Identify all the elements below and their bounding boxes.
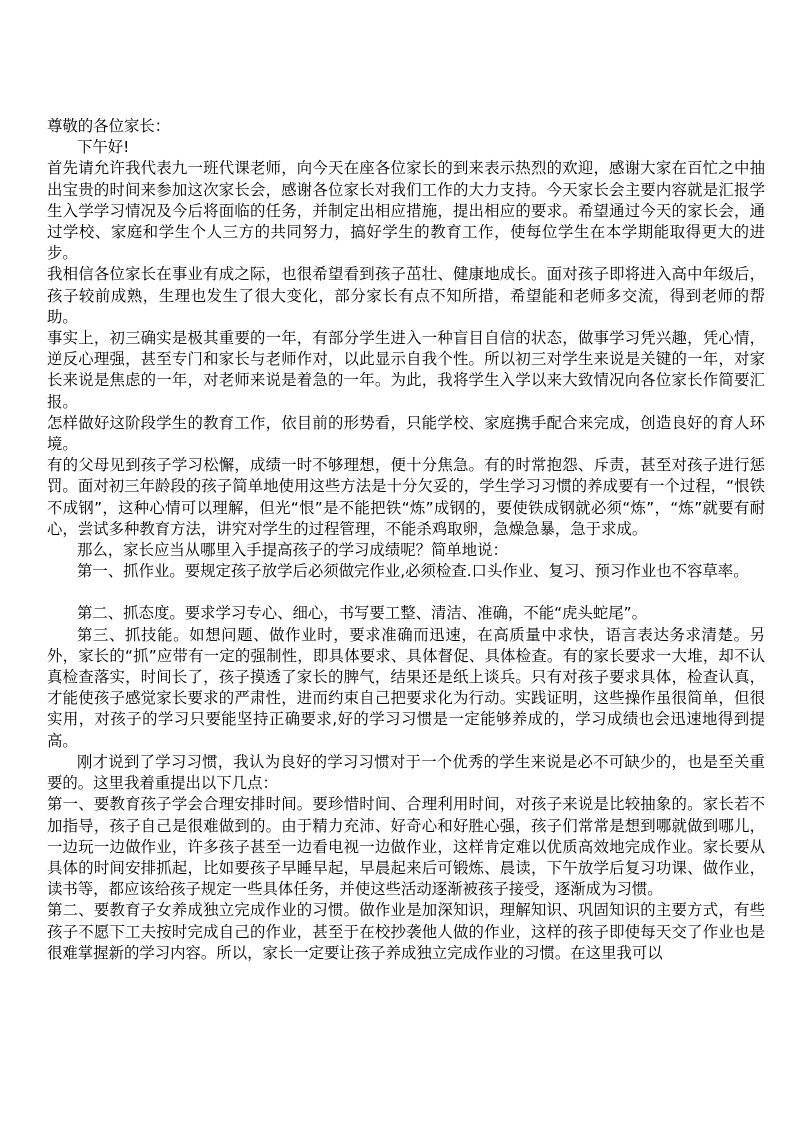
paragraph-growth: 我相信各位家长在事业有成之际，也很希望看到孩子茁壮、健康地成长。面对孩子即将进入高中年级后，孩子较前成熟，生理也发生了很大变化，部分家长有点不知所措，希望能和老师多交流，得到老师的帮助。 xyxy=(47,265,765,326)
paragraph-grade-three: 事实上，初三确实是极其重要的一年，有部分学生进入一种盲目自信的状态，做事学习凭兴趣，凭心情，逆反心理强，甚至专门和家长与老师作对，以此显示自我个性。所以初三对学生来说是关键的一年，对家长来说是焦虑的一年，对老师来说是着急的一年。为此，我将学生入学以来大致情况向各位家长作简要汇报。 xyxy=(47,329,765,411)
paragraph-habit-time: 第一、要教育孩子学会合理安排时间。要珍惜时间、合理利用时间，对孩子来说是比较抽象的。家长若不加指导，孩子自己是很难做到的。由于精力充沛、好奇心和好胜心强，孩子们常常是想到哪就做到哪儿，一边玩一边做作业，许多孩子甚至一边看电视一边做作业，这样肯定难以优质高效地完成作业。家长要从具体的时间安排抓起，比如要孩子早睡早起，早晨起来后可锻炼、晨读，下午放学后复习功课、做作业，读书等，都应该给孩子规定一些具体任务，并使这些活动逐渐被孩子接受，逐渐成为习惯。 xyxy=(47,795,765,899)
blank-line xyxy=(47,582,765,603)
paragraph-question: 那么，家长应当从哪里入手提高孩子的学习成绩呢？简单地说： xyxy=(77,541,508,560)
paragraph-intro: 首先请允许我代表九一班代课老师，向今天在座各位家长的到来表示热烈的欢迎，感谢大家在百忙之中抽出宝贵的时间来参加这次家长会，感谢各位家长对我们工作的大力支持。今天家长会主要内容就是汇报学生入学学习情况及今后将面临的任务，并制定出相应措施，提出相应的要求。希望通过今天的家长会，通过学校、家庭和学生个人三方的共同努力，搞好学生的教育工作，使每位学生在本学期能取得更大的进步。 xyxy=(47,159,765,263)
paragraph-point-attitude: 第二、抓态度。要求学习专心、细心，书写要工整、清洁、准确，不能“虎头蛇尾”。 xyxy=(77,604,648,623)
greeting: 下午好! xyxy=(77,138,130,157)
paragraph-habit-independent: 第二、要教育子女养成独立完成作业的习惯。做作业是加深知识，理解知识、巩固知识的主要方式，有些孩子不愿下工夫按时完成自己的作业，甚至于在校抄袭他人做的作业，这样的孩子即使每天交了作业也是很难掌握新的学习内容。所以，家长一定要让孩子养成独立完成作业的习惯。在这里我可以 xyxy=(47,901,765,962)
paragraph-cooperation: 怎样做好这阶段学生的教育工作，依目前的形势看，只能学校、家庭携手配合来完成，创造良好的育人环境。 xyxy=(47,413,765,454)
salutation: 尊敬的各位家长： xyxy=(47,117,171,135)
paragraph-patience: 有的父母见到孩子学习松懈，成绩一时不够理想，便十分焦急。有的时常抱怨、斥责，甚至对孩子进行惩罚。面对初三年龄段的孩子简单地使用这些方法是十分欠妥的，学生学习习惯的养成要有一个过程，“恨铁不成钢”，这种心情可以理解，但光“恨”是不能把铁“炼”成钢的，要使铁成钢就必须“炼”，“炼”就要有耐心，尝试多种教育方法，讲究对学生的过程管理，不能杀鸡取卵，急燥急暴，急于求成。 xyxy=(47,456,765,538)
paragraph-point-skills: 第三、抓技能。如想问题、做作业时，要求准确而迅速，在高质量中求快，语言表达务求清楚。另外，家长的“抓”应带有一定的强制性，即具体要求、具体督促、具体检查。有的家长要求一大堆，却不认真检查落实，时间长了，孩子摸透了家长的脾气，结果还是纸上谈兵。只有对孩子要求具体，检查认真，才能使孩子感觉家长要求的严肃性，进而约束自己把要求化为行动。实践证明，这些操作虽很简单，但很实用，对孩子的学习只要能坚持正确要求,好的学习习惯是一定能够养成的，学习成绩也会迅速地得到提高。 xyxy=(47,625,765,750)
paragraph-point-homework: 第一、抓作业。要规定孩子放学后必须做完作业,必须检查.口头作业、复习、预习作业也不容草率。 xyxy=(77,562,749,581)
document-body xyxy=(47,116,765,964)
paragraph-habits-intro: 刚才说到了学习习惯，我认为良好的学习习惯对于一个优秀的学生来说是必不可缺少的，也是至关重要的。这里我着重提出以下几点： xyxy=(47,752,765,793)
